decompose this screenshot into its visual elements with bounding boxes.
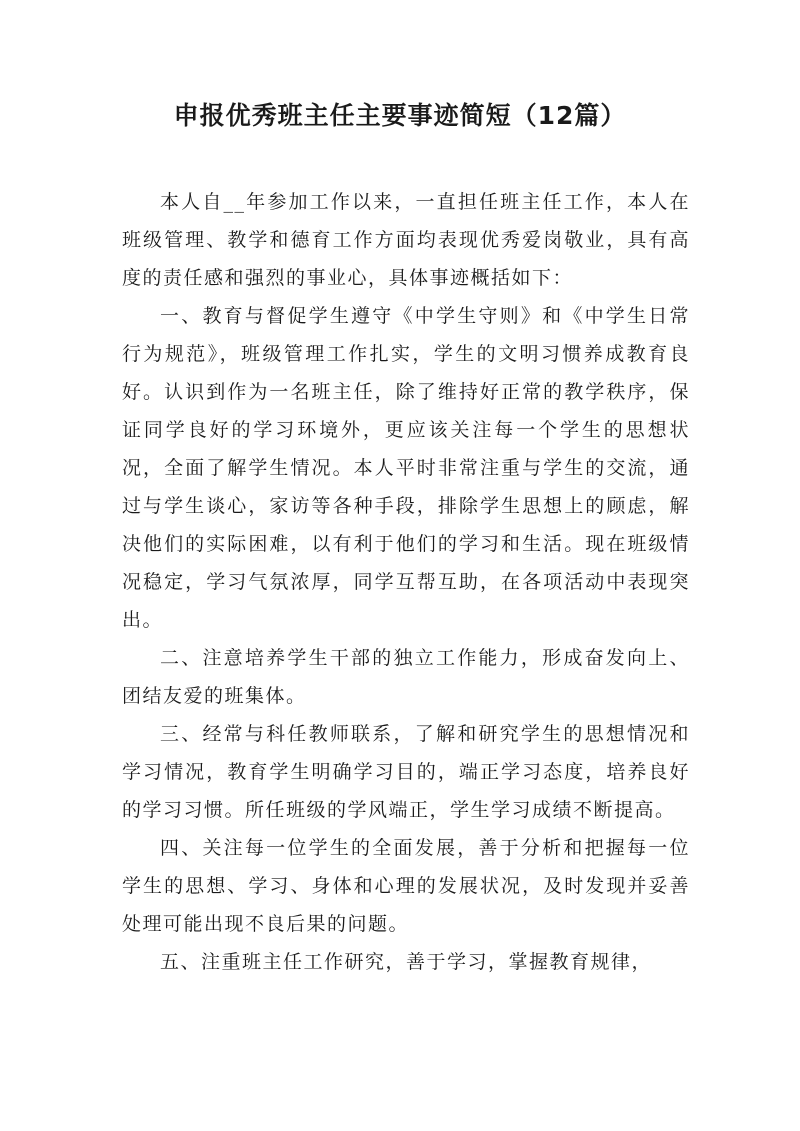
document-body	[122, 183, 690, 981]
paragraph-item-3: 三、经常与科任教师联系，了解和研究学生的思想情况和学习情况，教育学生明确学习目的，端正学习态度，培养良好的学习习惯。所任班级的学风端正，学生学习成绩不断提高。	[122, 723, 690, 821]
paragraph-item-4: 四、关注每一位学生的全面发展，善于分析和把握每一位学生的思想、学习、身体和心理的发展状况，及时发现并妥善处理可能出现不良后果的问题。	[122, 837, 690, 935]
document-title: 申报优秀班主任主要事迹简短（12篇）	[173, 101, 627, 130]
paragraph-intro: 本人自__年参加工作以来，一直担任班主任工作，本人在班级管理、教学和德育工作方面均表现优秀爱岗敬业，具有高度的责任感和强烈的事业心，具体事迹概括如下：	[122, 191, 690, 289]
paragraph-item-5: 五、注重班主任工作研究，善于学习，掌握教育规律，	[160, 951, 653, 973]
paragraph-item-2: 二、注意培养学生干部的独立工作能力，形成奋发向上、团结友爱的班集体。	[122, 647, 690, 707]
paragraph-item-1: 一、教育与督促学生遵守《中学生守则》和《中学生日常行为规范》，班级管理工作扎实，学生的文明习惯养成教育良好。认识到作为一名班主任，除了维持好正常的教学秩序，保证同学良好的学习环境外，更应该关注每一个学生的思想状况，全面了解学生情况。本人平时非常注重与学生的交流，通过与学生谈心，家访等各种手段，排除学生思想上的顾虑，解决他们的实际困难，以有利于他们的学习和生活。现在班级情况稳定，学习气氛浓厚，同学互帮互助，在各项活动中表现突出。	[122, 305, 690, 631]
